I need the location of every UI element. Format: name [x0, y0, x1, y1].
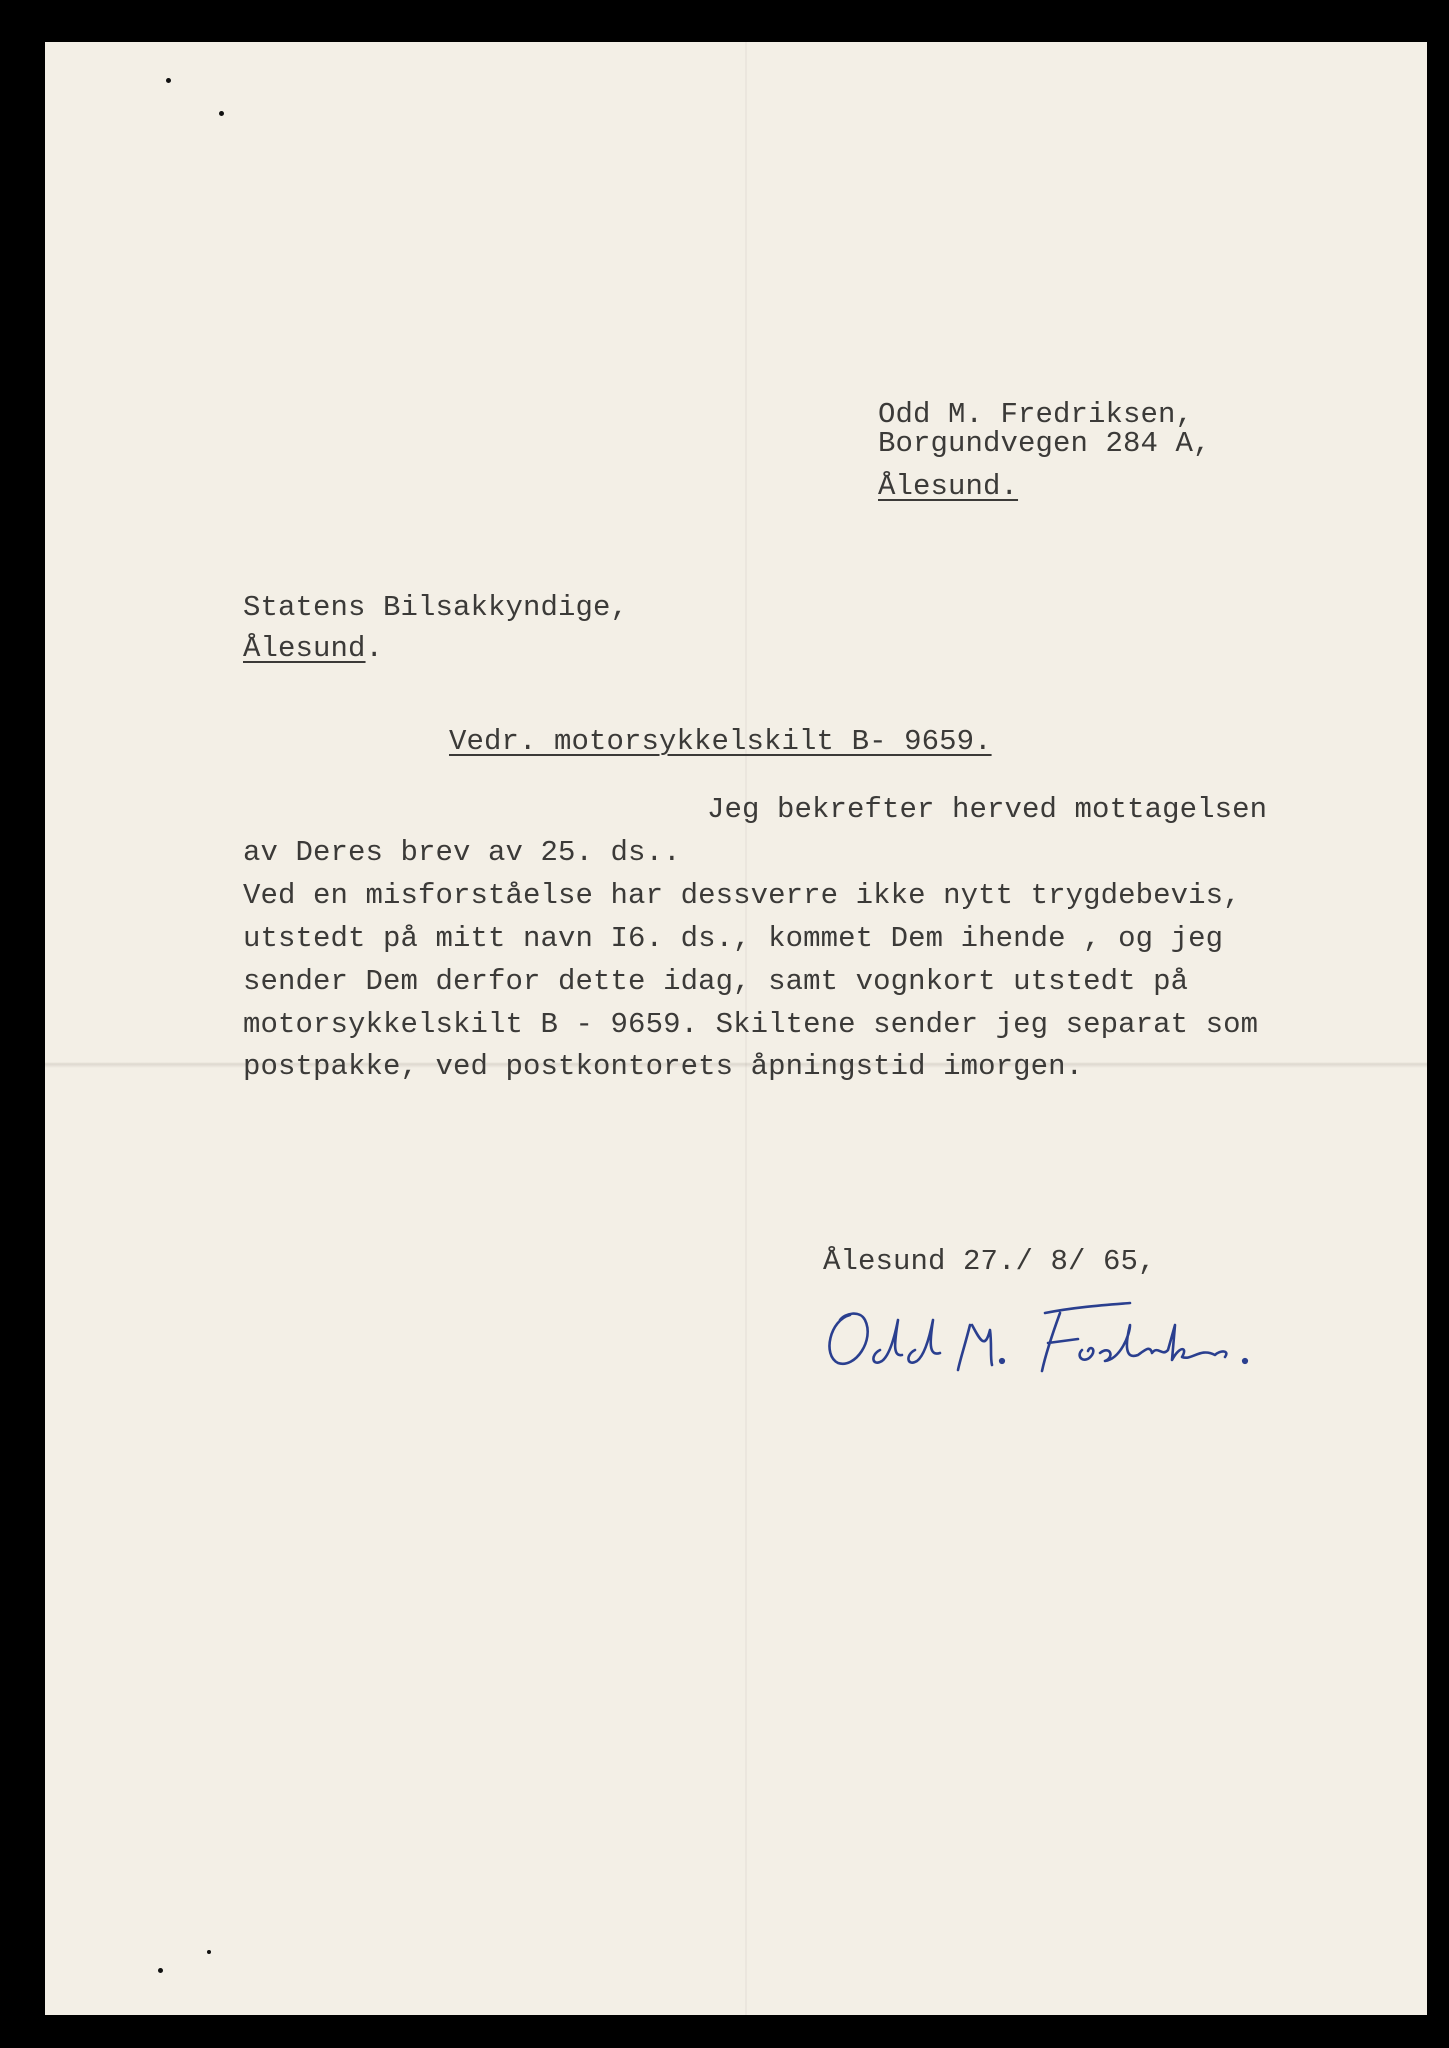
- sender-street: Borgundvegen 284 A,: [878, 427, 1211, 460]
- place-date: Ålesund 27./ 8/ 65,: [823, 1245, 1156, 1278]
- body-line: Ved en misforståelse har dessverre ikke nytt trygdebevis,: [243, 879, 1241, 912]
- punch-mark: [166, 78, 171, 83]
- body-line: utstedt på mitt navn I6. ds., kommet Dem ihende , og jeg: [243, 922, 1224, 955]
- punch-mark: [158, 1968, 163, 1973]
- recipient-city: Ålesund.: [243, 632, 384, 665]
- recipient-name: Statens Bilsakkyndige,: [243, 591, 629, 624]
- handwritten-signature: [820, 1295, 1260, 1380]
- punch-mark: [219, 111, 224, 116]
- subject-line: Vedr. motorsykkelskilt B- 9659.: [449, 725, 992, 758]
- body-line: Jeg bekrefter herved mottagelsen: [707, 793, 1268, 826]
- body-line: av Deres brev av 25. ds..: [243, 836, 681, 869]
- punch-mark: [207, 1950, 211, 1954]
- body-line: postpakke, ved postkontorets åpningstid imorgen.: [243, 1050, 1084, 1083]
- body-line: sender Dem derfor dette idag, samt vognkort utstedt på: [243, 965, 1189, 998]
- body-line: motorsykkelskilt B - 9659. Skiltene sender jeg separat som: [243, 1008, 1259, 1041]
- recipient-city-text: Ålesund: [243, 632, 366, 665]
- sender-name: Odd M. Fredriksen,: [878, 398, 1194, 431]
- sender-city: Ålesund.: [878, 470, 1019, 503]
